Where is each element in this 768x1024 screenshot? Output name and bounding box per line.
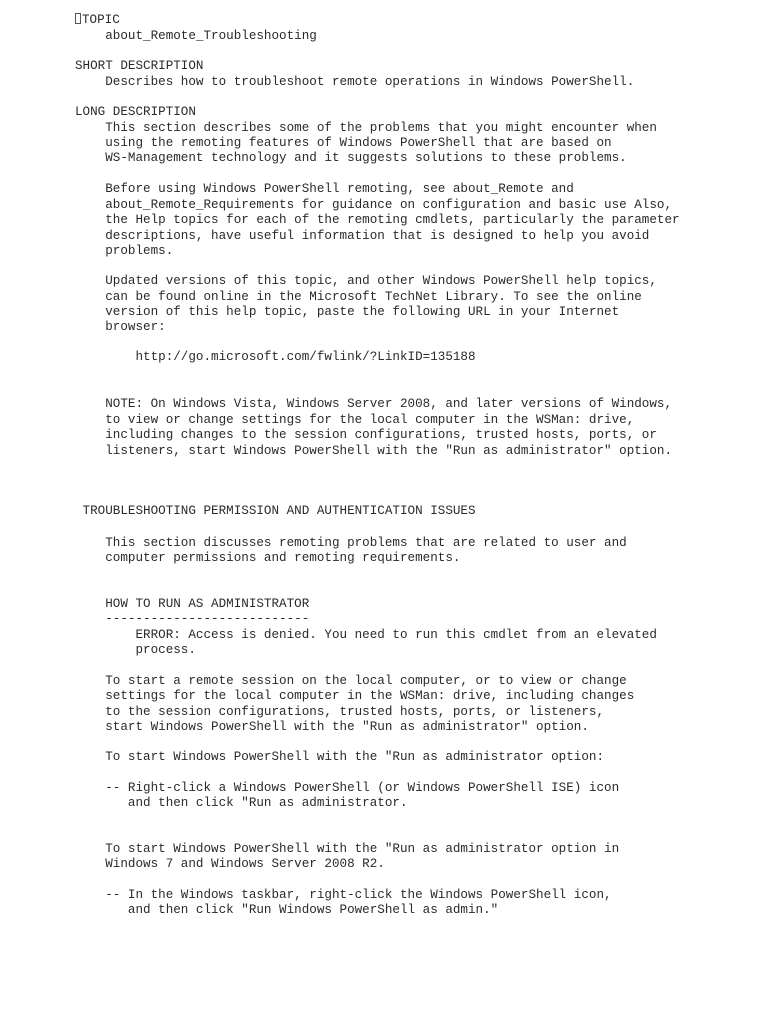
paragraph-line: the Help topics for each of the remoting cmdlets, particularly the parameter: [75, 213, 680, 227]
section-heading: TROUBLESHOOTING PERMISSION AND AUTHENTICATION ISSUES: [75, 504, 476, 518]
paragraph-line: This section describes some of the problems that you might encounter when: [75, 121, 657, 135]
topic-name: about_Remote_Troubleshooting: [75, 29, 317, 43]
short-description-heading: SHORT DESCRIPTION: [75, 59, 204, 73]
paragraph-line: WS-Management technology and it suggests solutions to these problems.: [75, 151, 627, 165]
heading-underline: ---------------------------: [75, 612, 310, 626]
error-message: process.: [75, 643, 196, 657]
paragraph-line: using the remoting features of Windows PowerShell that are based on: [75, 136, 612, 150]
paragraph-line: Before using Windows PowerShell remoting, see about_Remote and: [75, 182, 574, 196]
list-item: and then click "Run Windows PowerShell as admin.": [75, 903, 499, 917]
missing-glyph-icon: [75, 13, 81, 24]
note-line: listeners, start Windows PowerShell with the "Run as administrator" option.: [75, 444, 673, 458]
paragraph-line: Updated versions of this topic, and other Windows PowerShell help topics,: [75, 274, 657, 288]
error-message: ERROR: Access is denied. You need to run this cmdlet from an elevated: [75, 628, 657, 642]
paragraph-line: To start a remote session on the local computer, or to view or change: [75, 674, 627, 688]
paragraph-line: To start Windows PowerShell with the "Run as administrator option:: [75, 750, 605, 764]
list-item: -- Right-click a Windows PowerShell (or Windows PowerShell ISE) icon: [75, 781, 620, 795]
paragraph-line: to the session configurations, trusted hosts, ports, or listeners,: [75, 705, 605, 719]
paragraph-line: version of this help topic, paste the following URL in your Internet: [75, 305, 620, 319]
paragraph-line: can be found online in the Microsoft TechNet Library. To see the online: [75, 290, 642, 304]
paragraph-line: settings for the local computer in the WSMan: drive, including changes: [75, 689, 635, 703]
list-item: and then click "Run as administrator.: [75, 796, 408, 810]
paragraph-line: problems.: [75, 244, 174, 258]
paragraph-line: Windows 7 and Windows Server 2008 R2.: [75, 857, 385, 871]
paragraph-line: descriptions, have useful information that is designed to help you avoid: [75, 229, 650, 243]
note-line: to view or change settings for the local computer in the WSMan: drive,: [75, 413, 635, 427]
note-line: including changes to the session configurations, trusted hosts, ports, or: [75, 428, 657, 442]
paragraph-line: browser:: [75, 320, 166, 334]
long-description-heading: LONG DESCRIPTION: [75, 105, 196, 119]
paragraph-line: This section discusses remoting problems that are related to user and: [75, 536, 627, 550]
short-description-text: Describes how to troubleshoot remote operations in Windows PowerShell.: [75, 75, 635, 89]
paragraph-line: computer permissions and remoting requirements.: [75, 551, 461, 565]
paragraph-line: To start Windows PowerShell with the "Run as administrator option in: [75, 842, 620, 856]
list-item: -- In the Windows taskbar, right-click the Windows PowerShell icon,: [75, 888, 612, 902]
subsection-heading: HOW TO RUN AS ADMINISTRATOR: [75, 597, 310, 611]
note-line: NOTE: On Windows Vista, Windows Server 2008, and later versions of Windows,: [75, 397, 673, 411]
paragraph-line: start Windows PowerShell with the "Run as administrator" option.: [75, 720, 589, 734]
paragraph-line: about_Remote_Requirements for guidance on configuration and basic use Also,: [75, 198, 673, 212]
topic-heading: TOPIC: [75, 13, 120, 28]
help-url: http://go.microsoft.com/fwlink/?LinkID=135188: [75, 350, 476, 364]
